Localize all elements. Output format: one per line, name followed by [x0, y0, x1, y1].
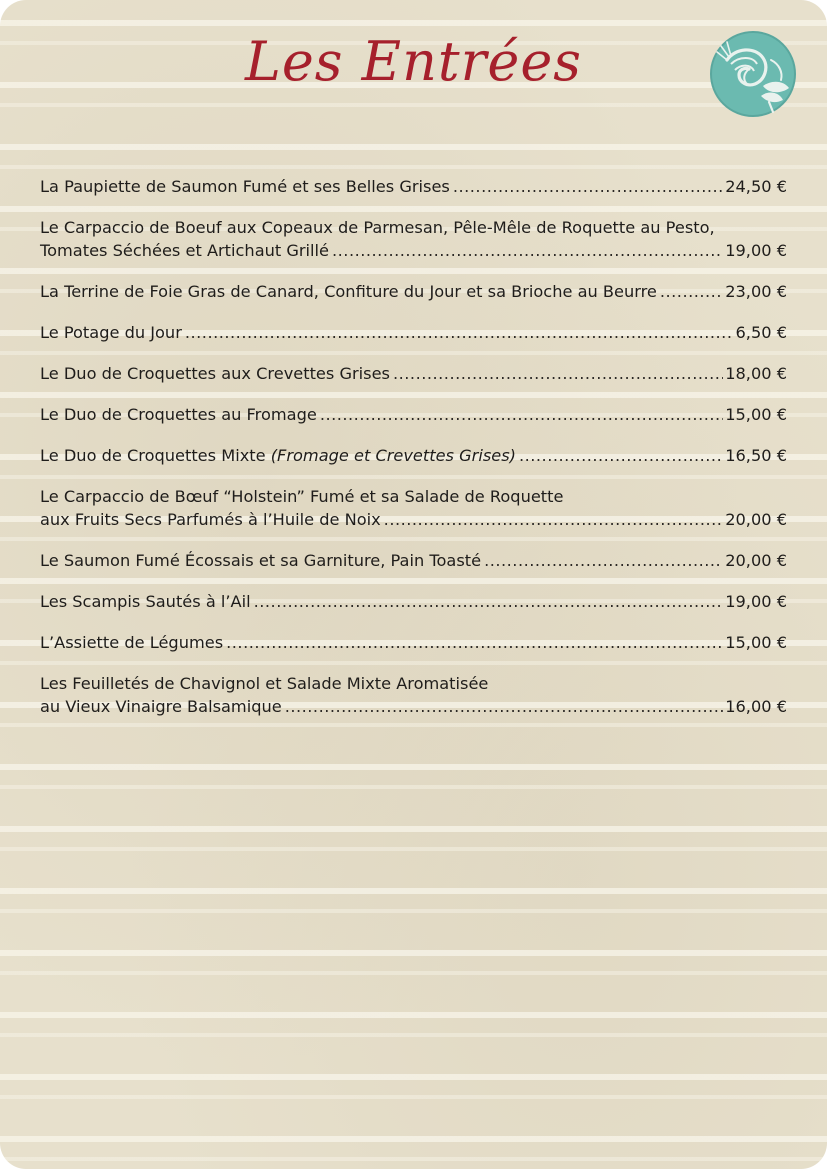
menu-item-price: 20,00 € [725, 551, 787, 570]
menu-item-name-continued: Tomates Séchées et Artichaut Grillé [40, 241, 330, 260]
menu-item-price: 23,00 € [725, 282, 787, 301]
menu-item [40, 672, 787, 718]
menu-item-price: 19,00 € [725, 241, 787, 260]
menu-item [40, 549, 787, 572]
menu-item-price: 20,00 € [725, 510, 787, 529]
dot-leader [285, 695, 724, 718]
page-title: Les Entrées [244, 30, 583, 93]
menu-item-name: Le Duo de Croquettes Mixte [40, 446, 266, 465]
dot-leader [484, 549, 723, 572]
dot-leader [519, 444, 723, 467]
menu-item-name: Les Scampis Sautés à l’Ail [40, 592, 251, 611]
menu-item [40, 444, 787, 467]
menu-item-price: 18,00 € [725, 364, 787, 383]
menu-item-price: 19,00 € [725, 592, 787, 611]
menu-item [40, 631, 787, 654]
menu-item [40, 590, 787, 613]
menu-item [40, 403, 787, 426]
dot-leader [185, 321, 734, 344]
menu-item-name: L’Assiette de Légumes [40, 633, 224, 652]
menu-item-name: Les Feuilletés de Chavignol et Salade Mixte Aromatisée [40, 674, 489, 693]
dot-leader [660, 280, 723, 303]
menu-item [40, 362, 787, 385]
dot-leader [254, 590, 724, 613]
menu-item-name: Le Carpaccio de Boeuf aux Copeaux de Parmesan, Pêle-Mêle de Roquette au Pesto, [40, 218, 715, 237]
menu-item-name: La Terrine de Foie Gras de Canard, Confiture du Jour et sa Brioche au Beurre [40, 282, 657, 301]
menu-item-price: 16,00 € [725, 697, 787, 716]
menu-item-name: La Paupiette de Saumon Fumé et ses Belles Grises [40, 177, 450, 196]
menu-item-note: (Fromage et Crevettes Grises) [270, 446, 516, 465]
menu-item [40, 485, 787, 531]
menu-item-name-continued: au Vieux Vinaigre Balsamique [40, 697, 282, 716]
dot-leader [393, 362, 723, 385]
menu-item [40, 280, 787, 303]
menu-item-price: 24,50 € [725, 177, 787, 196]
menu-item-name: Le Carpaccio de Bœuf “Holstein” Fumé et sa Salade de Roquette [40, 487, 564, 506]
shrimp-logo-icon [709, 30, 797, 118]
menu-item-name: Le Potage du Jour [40, 323, 182, 342]
menu-item-price: 15,00 € [725, 633, 787, 652]
menu-item-name-continued: aux Fruits Secs Parfumés à l’Huile de Noix [40, 510, 381, 529]
dot-leader [226, 631, 723, 654]
menu-item-name: Le Duo de Croquettes au Fromage [40, 405, 317, 424]
menu-item-name: Le Duo de Croquettes aux Crevettes Grises [40, 364, 390, 383]
dot-leader [453, 175, 723, 198]
menu-item-price: 6,50 € [735, 323, 787, 342]
menu-item-price: 16,50 € [725, 446, 787, 465]
menu-item [40, 216, 787, 262]
dot-leader [320, 403, 723, 426]
dot-leader [384, 508, 724, 531]
menu-item [40, 175, 787, 198]
dot-leader [332, 239, 723, 262]
menu-item [40, 321, 787, 344]
menu-item-price: 15,00 € [725, 405, 787, 424]
entrees-list [40, 175, 787, 736]
menu-item-name: Le Saumon Fumé Écossais et sa Garniture, Pain Toasté [40, 551, 482, 570]
